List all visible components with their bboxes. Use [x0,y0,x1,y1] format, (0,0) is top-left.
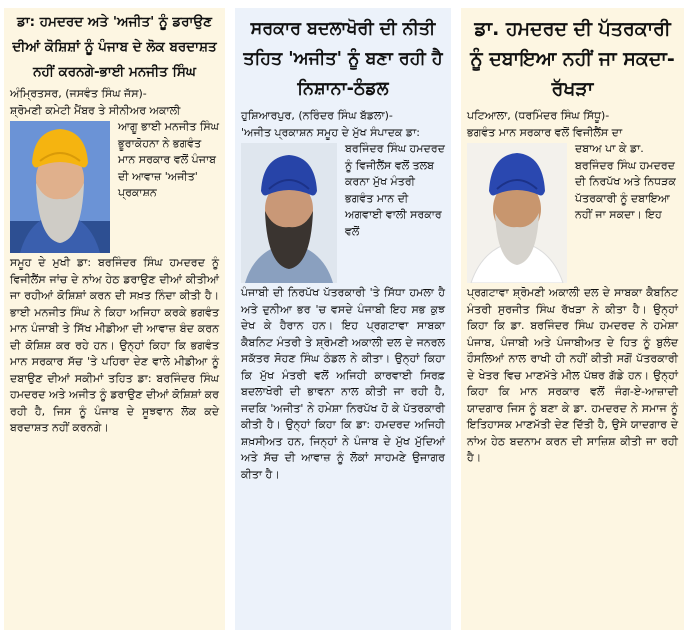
article-side-text: ਆਗੂ ਭਾਈ ਮਨਜੀਤ ਸਿੰਘ ਭੂਰਾਕੋਹਨਾ ਨੇ ਭਗਵੰਤ ਮਾਨ ਸਰਕਾਰ ਵਲੋਂ ਪੰਜਾਬ ਦੀ ਆਵਾਜ਼ 'ਅਜੀਤ' ਪ੍ਰਕਾਸ਼ਨ [118,120,219,200]
article-lead: ਭਗਵੰਤ ਮਾਨ ਸਰਕਾਰ ਵਲੋਂ ਵਿਜੀਲੈਂਸ ਦਾ [467,125,623,139]
portrait-photo-thandal [241,143,337,283]
article-lead: ਸ਼੍ਰੋਮਣੀ ਕਮੇਟੀ ਮੈਂਬਰ ਤੇ ਸੀਨੀਅਰ ਅਕਾਲੀ [10,103,181,117]
article-dateline: ਹੁਸ਼ਿਆਰਪੁਰ, (ਨਰਿੰਦਰ ਸਿੰਘ ਬੱਡਲਾ)- [241,109,393,122]
article-body: ਪੰਜਾਬੀ ਦੀ ਨਿਰਪੱਖ ਪੱਤਰਕਾਰੀ 'ਤੇ ਸਿੱਧਾ ਹਮਲਾ ਹੈ ਅਤੇ ਦੁਨੀਆ ਭਰ 'ਚ ਵਸਦੇ ਪੰਜਾਬੀ ਇਹ ਸਭ ਕੁਝ ਦੇਖ ਕੇ ਹੈਰਾਨ ਹਨ। ਇਹ ਪ੍ਰਗਟਾਵਾ ਸਾਬਕਾ ਕੈਬਨਿਟ ਮੰਤਰੀ ਤੇ ਸ਼੍ਰੋਮਣੀ ਅਕਾਲੀ ਦਲ ਦੇ ਜਨਰਲ ਸਕੱਤਰ ਸੋਹਣ ਸਿੰਘ ਠੰਡਲ ਨੇ ਕੀਤਾ। ਉਨ੍ਹਾਂ ਕਿਹਾ ਕਿ ਮੁੱਖ ਮੰਤਰੀ ਵਲੋਂ ਅਜਿਹੀ ਕਾਰਵਾਈ ਸਿਰਫ਼ ਬਦਲਾਖੋਰੀ ਦੀ ਭਾਵਨਾ ਨਾਲ ਕੀਤੀ ਜਾ ਰਹੀ ਹੈ, ਜਦਕਿ 'ਅਜੀਤ' ਨੇ ਹਮੇਸ਼ਾ ਨਿਰਪੱਖ ਹੋ ਕੇ ਪੱਤਰਕਾਰੀ ਕੀਤੀ ਹੈ। ਉਨ੍ਹਾਂ ਕਿਹਾ ਕਿ ਡਾ: ਹਮਦਰਦ ਅਜਿਹੀ ਸ਼ਖ਼ਸੀਅਤ ਹਨ, ਜਿਨ੍ਹਾਂ ਨੇ ਪੰਜਾਬ ਦੇ ਮੁੱਖ ਮੁੱਦਿਆਂ ਅਤੇ ਸੱਚ ਦੀ ਆਵਾਜ਼ ਨੂੰ ਲੋਕਾਂ ਸਾਹਮਣੇ ਉਜਾਗਰ ਕੀਤਾ ਹੈ। [241,286,445,481]
portrait-photo-rakhra [467,143,567,283]
article-side-text: ਦਬਾਅ ਪਾ ਕੇ ਡਾ. ਬਰਜਿੰਦਰ ਸਿੰਘ ਹਮਦਰਦ ਦੀ ਨਿਰਪੱਖ ਅਤੇ ਨਿਧੜਕ ਪੱਤਰਕਾਰੀ ਨੂੰ ਦਬਾਇਆ ਨਹੀਂ ਜਾ ਸਕਦਾ। ਇਹ [575,142,676,222]
article-headline: ਡਾ. ਹਮਦਰਦ ਦੀ ਪੱਤਰਕਾਰੀ ਨੂੰ ਦਬਾਇਆ ਨਹੀਂ ਜਾ ਸਕਦਾ-ਰੱਖੜਾ [470,18,675,100]
news-article-manjit-singh [4,8,225,630]
article-headline: ਡਾ: ਹਮਦਰਦ ਅਤੇ 'ਅਜੀਤ' ਨੂੰ ਡਰਾਉਣ ਦੀਆਂ ਕੋਸ਼ਿਸ਼ਾਂ ਨੂੰ ਪੰਜਾਬ ਦੇ ਲੋਕ ਬਰਦਾਸ਼ਤ ਨਹੀਂ ਕਰਨਗੇ-ਭਾਈ ਮਨਜੀਤ ਸਿੰਘ [12,14,217,80]
article-body: ਪ੍ਰਗਟਾਵਾ ਸ਼੍ਰੋਮਣੀ ਅਕਾਲੀ ਦਲ ਦੇ ਸਾਬਕਾ ਕੈਬਨਿਟ ਮੰਤਰੀ ਸੁਰਜੀਤ ਸਿੰਘ ਰੱਖੜਾ ਨੇ ਕੀਤਾ ਹੈ। ਉਨ੍ਹਾਂ ਕਿਹਾ ਕਿ ਡਾ. ਬਰਜਿੰਦਰ ਸਿੰਘ ਹਮਦਰਦ ਨੇ ਹਮੇਸ਼ਾ ਪੰਜਾਬ, ਪੰਜਾਬੀ ਅਤੇ ਪੰਜਾਬੀਅਤ ਦੇ ਹਿਤ ਨੂੰ ਬੁਲੰਦ ਹੌਸਲਿਆਂ ਨਾਲ ਰਾਖੀ ਹੀ ਨਹੀਂ ਕੀਤੀ ਸਗੋਂ ਪੱਤਰਕਾਰੀ ਦੇ ਖੇਤਰ ਵਿਚ ਮਾਣਮੱਤੇ ਮੀਲ ਪੱਥਰ ਗੱਡੇ ਹਨ। ਉਨ੍ਹਾਂ ਕਿਹਾ ਕਿ ਮਾਨ ਸਰਕਾਰ ਵਲੋਂ ਜੰਗ-ਏ-ਆਜ਼ਾਦੀ ਯਾਦਗਾਰ ਜਿਸ ਨੂੰ ਬਣਾ ਕੇ ਡਾ. ਹਮਦਰਦ ਨੇ ਸਮਾਜ ਨੂੰ ਇਤਿਹਾਸਕ ਮਾਣਮੱਤੀ ਦੇਣ ਦਿੱਤੀ ਹੈ, ਉਸੇ ਯਾਦਗਾਰ ਦੇ ਨਾਂਅ ਹੇਠ ਬਦਨਾਮ ਕਰਨ ਦੀ ਸਾਜ਼ਿਸ਼ ਕੀਤੀ ਜਾ ਰਹੀ ਹੈ। [467,286,678,464]
news-article-rakhra [461,8,684,630]
article-lead: 'ਅਜੀਤ ਪ੍ਰਕਾਸ਼ਨ ਸਮੂਹ ਦੇ ਮੁੱਖ ਸੰਪਾਦਕ ਡਾ: [241,125,420,139]
article-dateline: ਪਟਿਆਲਾ, (ਧਰਮਿੰਦਰ ਸਿੰਘ ਸਿੱਧੂ)- [467,109,610,122]
news-article-thandal [235,8,451,630]
article-body: ਸਮੂਹ ਦੇ ਮੁਖੀ ਡਾ: ਬਰਜਿੰਦਰ ਸਿੰਘ ਹਮਦਰਦ ਨੂੰ ਵਿਜੀਲੈਂਸ ਜਾਂਚ ਦੇ ਨਾਂਅ ਹੇਠ ਡਰਾਉਣ ਦੀਆਂ ਕੀਤੀਆਂ ਜਾ ਰਹੀਆਂ ਕੋਸ਼ਿਸ਼ਾਂ ਕਰਨ ਦੀ ਸਖ਼ਤ ਨਿੰਦਾ ਕੀਤੀ ਹੈ। ਭਾਈ ਮਨਜੀਤ ਸਿੰਘ ਨੇ ਕਿਹਾ ਅਜਿਹਾ ਕਰਕੇ ਭਗਵੰਤ ਮਾਨ ਪੰਜਾਬੀ ਤੇ ਸਿੱਖ ਮੀਡੀਆ ਦੀ ਆਵਾਜ਼ ਬੰਦ ਕਰਨ ਦੀ ਕੋਸ਼ਿਸ਼ ਕਰ ਰਹੇ ਹਨ। ਉਨ੍ਹਾਂ ਕਿਹਾ ਕਿ ਭਗਵੰਤ ਮਾਨ ਸਰਕਾਰ ਸੱਚ 'ਤੇ ਪਹਿਰਾ ਦੇਣ ਵਾਲੇ ਮੀਡੀਆ ਨੂੰ ਦਬਾਉਣ ਦੀਆਂ ਸਕੀਮਾਂ ਤਹਿਤ ਡਾ: ਬਰਜਿੰਦਰ ਸਿੰਘ ਹਮਦਰਦ ਅਤੇ ਅਜੀਤ ਨੂੰ ਡਰਾਉਣ ਦੀਆਂ ਕੋਸ਼ਿਸ਼ਾਂ ਕਰ ਰਹੀ ਹੈ, ਜਿਸ ਨੂੰ ਪੰਜਾਬ ਦੇ ਸੂਝਵਾਨ ਲੋਕ ਕਦੇ ਬਰਦਾਸ਼ਤ ਨਹੀਂ ਕਰਨਗੇ। [10,256,219,434]
article-dateline: ਅੰਮ੍ਰਿਤਸਰ, (ਜਸਵੰਤ ਸਿੰਘ ਜੱਸ)- [10,87,147,100]
article-side-text: ਬਰਜਿੰਦਰ ਸਿੰਘ ਹਮਦਰਦ ਨੂੰ ਵਿਜੀਲੈਂਸ ਵਲੋਂ ਤਲਬ ਕਰਨਾ ਮੁੱਖ ਮੰਤਰੀ ਭਗਵੰਤ ਮਾਨ ਦੀ ਅਗਵਾਈ ਵਾਲੀ ਸਰਕਾਰ ਵਲੋਂ [345,142,445,238]
portrait-photo-manjit-singh [10,121,110,253]
article-headline: ਸਰਕਾਰ ਬਦਲਾਖੋਰੀ ਦੀ ਨੀਤੀ ਤਹਿਤ 'ਅਜੀਤ' ਨੂੰ ਬਣਾ ਰਹੀ ਹੈ ਨਿਸ਼ਾਨਾ-ਠੰਡਲ [243,19,443,99]
